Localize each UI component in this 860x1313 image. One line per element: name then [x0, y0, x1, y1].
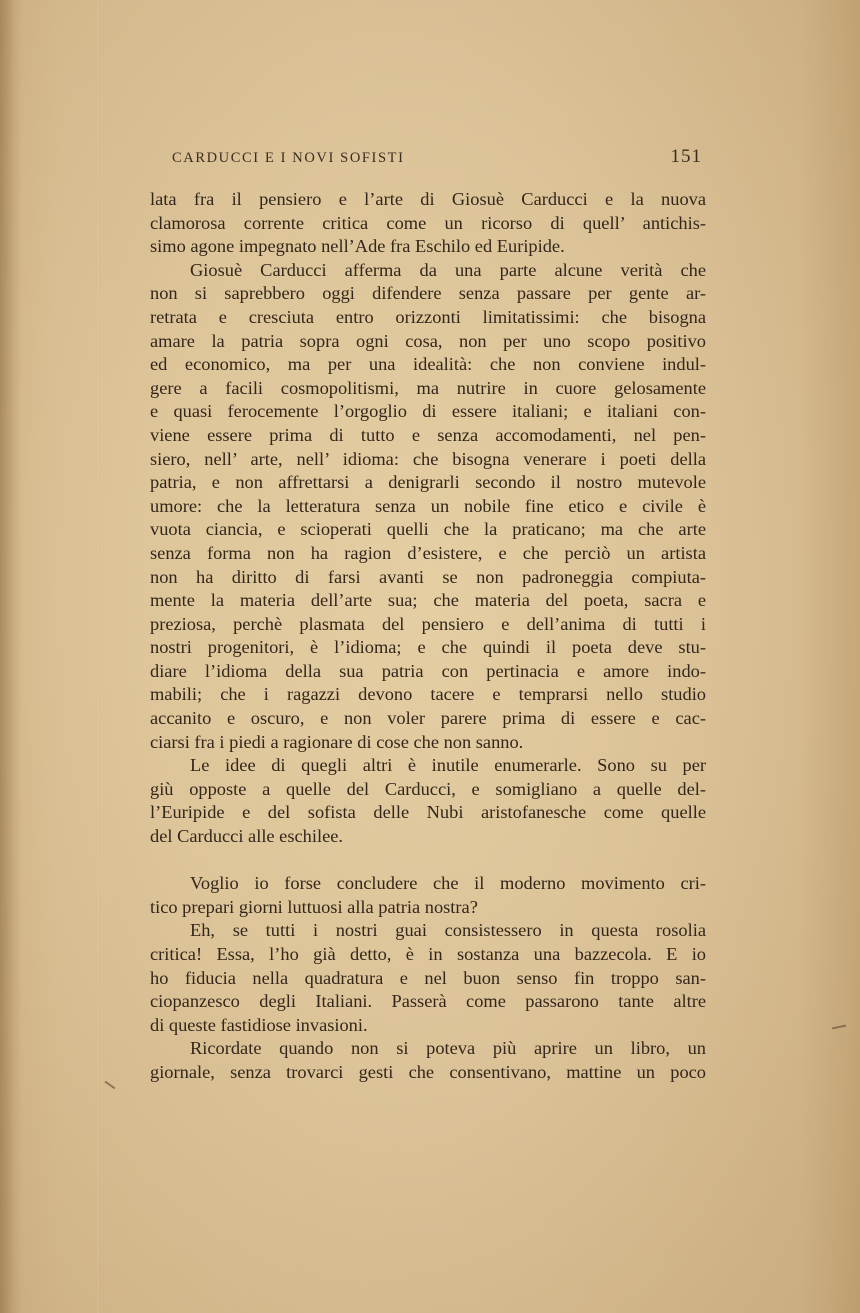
running-title: CARDUCCI E I NOVI SOFISTI — [172, 150, 405, 166]
text-line: Eh, se tutti i nostri guai consistessero in questa rosolia — [190, 920, 706, 941]
spine-shadow — [0, 0, 22, 1313]
text-line: ed economico, ma per una idealità: che non conviene indul- — [150, 354, 706, 375]
text-line: preziosa, perchè plasmata del pensiero e dell’anima di tutti i — [150, 613, 706, 634]
text-line: giornale, senza trovarci gesti che consentivano, mattine un poco — [150, 1061, 706, 1082]
text-line: nostri progenitori, è l’idioma; e che quindi il poeta deve stu- — [150, 637, 706, 658]
text-line: del Carducci alle eschilee. — [150, 826, 344, 847]
paper-speck — [832, 1025, 846, 1030]
text-line: amare la patria sopra ogni cosa, non per uno scopo positivo — [150, 330, 706, 351]
text-line: patria, e non affrettarsi a denigrarli secondo il nostro mutevole — [150, 472, 706, 493]
text-line: critica! Essa, l’ho già detto, è in sostanza una bazzecola. E io — [150, 944, 706, 964]
text-line: non ha diritto di farsi avanti se non padroneggia compiuta- — [150, 566, 706, 587]
text-line: l’Euripide e del sofista delle Nubi aristofanesche come quelle — [150, 802, 706, 823]
text-line: lata fra il pensiero e l’arte di Giosuè Carducci e la nuova — [150, 189, 706, 209]
text-line: Ricordate quando non si poteva più aprire un libro, un — [190, 1038, 706, 1059]
text-line: senza forma non ha ragion d’esistere, e che perciò un artista — [150, 542, 706, 563]
text-line: di queste fastidiose invasioni. — [150, 1014, 368, 1035]
text-line: retrata e cresciuta entro orizzonti limitatissimi: che bisogna — [150, 306, 706, 327]
text-line: mabili; che i ragazzi devono tacere e temprarsi nello studio — [150, 684, 706, 705]
text-line: tico prepari giorni luttuosi alla patria nostra? — [150, 896, 478, 917]
text-line: siero, nell’ arte, nell’ idioma: che bisogna venerare i poeti della — [150, 448, 706, 469]
text-line: clamorosa corrente critica come un ricorso di quell’ antichis- — [150, 212, 706, 233]
text-line: accanito e oscuro, e non voler parere prima di essere e cac- — [150, 708, 706, 729]
page-crease — [96, 0, 99, 1313]
body-text — [150, 188, 706, 1085]
text-line: non si saprebbero oggi difendere senza passare per gente ar- — [150, 283, 706, 304]
text-line: ciarsi fra i piedi a ragionare di cose che non sanno. — [150, 731, 524, 752]
text-line: Le idee di quegli altri è inutile enumerarle. Sono su per — [190, 755, 706, 776]
paper-speck — [105, 1081, 116, 1090]
text-line: viene essere prima di tutto e senza accomodamenti, nel pen- — [150, 424, 706, 445]
text-line: ho fiducia nella quadratura e nel buon senso fin troppo san- — [150, 967, 706, 988]
text-line: mente la materia dell’arte sua; che materia del poeta, sacra e — [150, 590, 706, 611]
text-line: Giosuè Carducci afferma da una parte alcune verità che — [190, 259, 706, 280]
section-gap — [150, 849, 706, 873]
text-line: e quasi ferocemente l’orgoglio di essere italiani; e italiani con- — [150, 401, 706, 422]
text-line: ciopanzesco degli Italiani. Passerà come passarono tante altre — [150, 991, 706, 1012]
page-number: 151 — [670, 146, 702, 167]
text-line: vuota ciancia, e scioperati quelli che la praticano; ma che arte — [150, 519, 706, 540]
text-line: Voglio io forse concludere che il moderno movimento cri- — [190, 873, 706, 894]
page-header — [172, 146, 712, 172]
text-line: simo agone impegnato nell’Ade fra Eschilo ed Euripide. — [150, 236, 565, 257]
text-line: gere a facili cosmopolitismi, ma nutrire in cuore gelosamente — [150, 377, 706, 398]
text-line: diare l’idioma della sua patria con pertinacia e amore indo- — [150, 660, 706, 681]
text-line: giù opposte a quelle del Carducci, e somigliano a quelle del- — [150, 778, 706, 799]
text-line: umore: che la letteratura senza un nobile fine etico e civile è — [150, 495, 706, 516]
